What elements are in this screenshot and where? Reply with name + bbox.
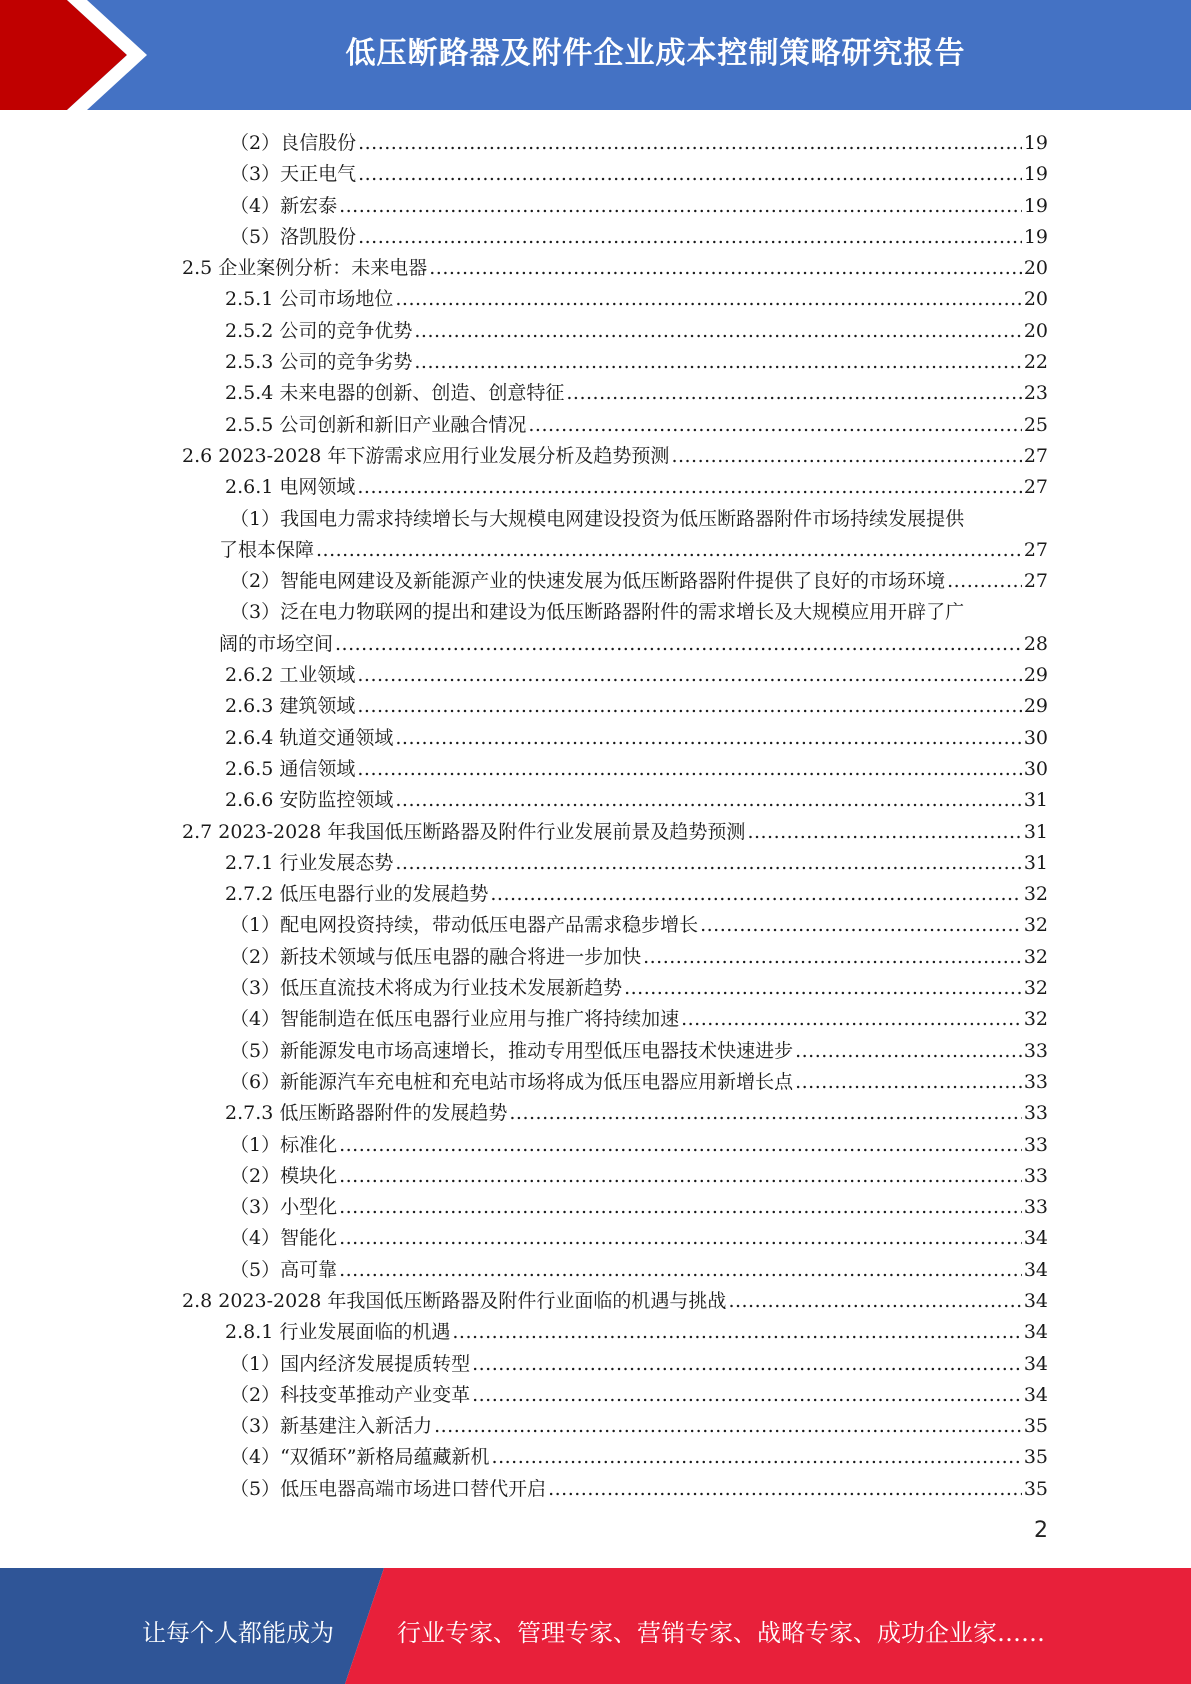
- toc-page-number: 19: [1023, 194, 1048, 217]
- toc-entry[interactable]: [182, 1067, 1048, 1098]
- header-banner: [0, 0, 1191, 110]
- toc-entry[interactable]: [182, 942, 1048, 973]
- toc-entry-text: 2.7.3 低压断路器附件的发展趋势: [225, 1102, 508, 1125]
- toc-entry-text: 2.6.2 工业领域: [225, 664, 356, 687]
- toc-dot-leader: [490, 879, 1021, 910]
- toc-entry[interactable]: [182, 973, 1048, 1004]
- toc-page-number: 29: [1023, 664, 1048, 687]
- toc-dot-leader: [339, 1255, 1022, 1286]
- toc-entry-text: （1）我国电力需求持续增长与大规模电网建设投资为低压断路器附件市场持续发展提供: [230, 507, 965, 530]
- toc-entry-text: （1）标准化: [230, 1133, 338, 1156]
- toc-dot-leader: [528, 410, 1021, 441]
- toc-entry-text: 2.6.5 通信领域: [225, 757, 356, 780]
- toc-entry-text: （4）“双循环”新格局蕴藏新机: [230, 1446, 490, 1469]
- toc-entry-text: （2）新技术领域与低压电器的融合将进一步加快: [230, 945, 642, 968]
- toc-entry[interactable]: [182, 1255, 1048, 1286]
- toc-entry-text: （2）良信股份: [230, 132, 357, 154]
- toc-entry[interactable]: [182, 1130, 1048, 1161]
- toc-page-number: 32: [1023, 945, 1048, 968]
- toc-page-number: 33: [1023, 1196, 1048, 1219]
- toc-page-number: 35: [1023, 1477, 1048, 1500]
- toc-entry-text: （2）模块化: [230, 1164, 338, 1187]
- toc-entry[interactable]: [182, 222, 1048, 253]
- toc-entry[interactable]: [182, 1442, 1048, 1473]
- toc-page-number: 33: [1023, 1164, 1048, 1187]
- toc-entry[interactable]: [182, 159, 1048, 190]
- toc-entry-text: （6）新能源汽车充电桩和充电站市场将成为低压电器应用新增长点: [230, 1070, 794, 1093]
- toc-dot-leader: [700, 910, 1022, 941]
- toc-entry[interactable]: [182, 1317, 1048, 1348]
- toc-dot-leader: [339, 1130, 1022, 1161]
- toc-page-number: 34: [1023, 1352, 1048, 1375]
- toc-entry-text: 2.6 2023-2028 年下游需求应用行业发展分析及趋势预测: [182, 444, 670, 467]
- toc-entry-text: （3）低压直流技术将成为行业技术发展新趋势: [230, 977, 623, 1000]
- toc-entry-text: （3）新基建注入新活力: [230, 1415, 433, 1438]
- toc-entry[interactable]: [182, 848, 1048, 879]
- toc-entry[interactable]: [182, 410, 1048, 441]
- toc-entry[interactable]: [182, 910, 1048, 941]
- toc-entry[interactable]: [182, 1192, 1048, 1223]
- toc-entry-text: （5）低压电器高端市场进口替代开启: [230, 1477, 547, 1500]
- toc-page-number: 31: [1023, 789, 1048, 812]
- toc-entry[interactable]: [182, 785, 1048, 816]
- toc-entry[interactable]: [182, 128, 1048, 159]
- toc-dot-leader: [339, 1223, 1022, 1254]
- document-title: 低压断路器及附件企业成本控制策略研究报告: [345, 36, 966, 71]
- toc-page-number: 34: [1023, 1258, 1048, 1281]
- toc-dot-leader: [357, 660, 1021, 691]
- toc-entry-text: （4）智能制造在低压电器行业应用与推广将持续加速: [230, 1008, 680, 1031]
- toc-page-number: 19: [1023, 225, 1048, 248]
- toc-dot-leader: [335, 629, 1022, 660]
- toc-dot-leader: [339, 1192, 1022, 1223]
- toc-dot-leader: [434, 1411, 1022, 1442]
- toc-entry-text: 2.8 2023-2028 年我国低压断路器及附件行业面临的机遇与挑战: [182, 1289, 727, 1312]
- toc-dot-leader: [395, 785, 1021, 816]
- toc-entry-text: （5）高可靠: [230, 1258, 338, 1281]
- toc-dot-leader: [358, 159, 1022, 190]
- toc-entry-text: 2.8.1 行业发展面临的机遇: [225, 1321, 451, 1344]
- toc-entry-text: （1）国内经济发展提质转型: [230, 1352, 471, 1375]
- toc-dot-leader: [339, 1161, 1022, 1192]
- toc-dot-leader: [358, 222, 1022, 253]
- toc-entry[interactable]: [182, 472, 1048, 503]
- toc-page-number: 34: [1023, 1321, 1048, 1344]
- toc-dot-leader: [358, 128, 1022, 159]
- toc-entry-text: （4）新宏泰: [230, 194, 338, 217]
- toc-page-number: 28: [1023, 632, 1048, 655]
- toc-page-number: 30: [1023, 757, 1048, 780]
- toc-entry[interactable]: [182, 191, 1048, 222]
- toc-entry[interactable]: [182, 691, 1048, 722]
- toc-entry[interactable]: [182, 597, 1048, 660]
- toc-entry-text: （4）智能化: [230, 1227, 338, 1250]
- toc-dot-leader: [624, 973, 1022, 1004]
- toc-page-number: 20: [1023, 288, 1048, 311]
- toc-dot-leader: [395, 723, 1021, 754]
- toc-dot-leader: [509, 1098, 1021, 1129]
- toc-page-number: 29: [1023, 695, 1048, 718]
- toc-entry[interactable]: [182, 347, 1048, 378]
- toc-page-number: 27: [1023, 476, 1048, 499]
- toc-entry-text: 2.5.1 公司市场地位: [225, 288, 394, 311]
- toc-dot-leader: [492, 1442, 1022, 1473]
- toc-entry-text: 2.6.4 轨道交通领域: [225, 726, 394, 749]
- toc-page-number: 19: [1023, 132, 1048, 154]
- table-of-contents: [182, 128, 1048, 1505]
- toc-entry-text: 2.7.2 低压电器行业的发展趋势: [225, 883, 489, 906]
- toc-page-number: 32: [1023, 914, 1048, 937]
- toc-dot-leader: [681, 1004, 1022, 1035]
- toc-page-number: 23: [1023, 382, 1048, 405]
- toc-entry-text: （2）科技变革推动产业变革: [230, 1383, 471, 1406]
- toc-dot-leader: [414, 316, 1021, 347]
- toc-entry[interactable]: [182, 1349, 1048, 1380]
- toc-entry-text: 2.5.3 公司的竞争劣势: [225, 351, 413, 374]
- toc-entry-text: 2.7.1 行业发展态势: [225, 851, 394, 874]
- toc-dot-leader: [472, 1349, 1022, 1380]
- toc-entry-text: （5）新能源发电市场高速增长，推动专用型低压电器技术快速进步: [230, 1039, 794, 1062]
- toc-page-number: 27: [1023, 570, 1048, 593]
- toc-dot-leader: [747, 817, 1021, 848]
- toc-entry-text: （2）智能电网建设及新能源产业的快速发展为低压断路器附件提供了良好的市场环境: [230, 570, 946, 593]
- toc-dot-leader: [339, 191, 1022, 222]
- footer-slogan-right: 行业专家、管理专家、营销专家、战略专家、成功企业家……: [397, 1619, 1045, 1647]
- toc-entry[interactable]: [182, 1411, 1048, 1442]
- toc-entry[interactable]: [182, 1036, 1048, 1067]
- toc-entry-text: 2.5.4 未来电器的创新、创造、创意特征: [225, 382, 565, 405]
- toc-entry-text: 2.7 2023-2028 年我国低压断路器及附件行业发展前景及趋势预测: [182, 820, 746, 843]
- toc-entry-text: 2.6.3 建筑领域: [225, 695, 356, 718]
- toc-dot-leader: [452, 1317, 1021, 1348]
- toc-entry-text: （3）天正电气: [230, 163, 357, 186]
- toc-page-number: 20: [1023, 319, 1048, 342]
- toc-dot-leader: [357, 472, 1021, 503]
- footer-slogan-left: 让每个人都能成为: [142, 1619, 334, 1647]
- toc-dot-leader: [643, 942, 1022, 973]
- toc-entry[interactable]: [182, 1380, 1048, 1411]
- toc-entry-text: 2.6.6 安防监控领域: [225, 789, 394, 812]
- toc-entry-text: 2.5 企业案例分析：未来电器: [182, 257, 428, 280]
- toc-entry[interactable]: [182, 1286, 1048, 1317]
- toc-dot-leader: [395, 848, 1021, 879]
- toc-page-number: 22: [1023, 351, 1048, 374]
- toc-entry[interactable]: [182, 1223, 1048, 1254]
- toc-entry-text: （5）洛凯股份: [230, 225, 357, 248]
- toc-entry[interactable]: [182, 879, 1048, 910]
- toc-entry-text-continuation: 阔的市场空间: [219, 632, 334, 655]
- toc-entry[interactable]: [182, 723, 1048, 754]
- toc-page-number: 35: [1023, 1446, 1048, 1469]
- toc-dot-leader: [357, 754, 1021, 785]
- toc-page-number: 35: [1023, 1415, 1048, 1438]
- toc-page-number: 33: [1023, 1102, 1048, 1125]
- toc-page-number: 19: [1023, 163, 1048, 186]
- toc-page-number: 32: [1023, 883, 1048, 906]
- toc-page-number: 34: [1023, 1289, 1048, 1312]
- toc-entry-text: （3）小型化: [230, 1196, 338, 1219]
- toc-entry[interactable]: [182, 284, 1048, 315]
- page-number: 2: [1034, 1518, 1048, 1543]
- toc-entry[interactable]: [182, 378, 1048, 409]
- toc-entry-text-continuation: 了根本保障: [219, 538, 315, 561]
- toc-entry[interactable]: [182, 1474, 1048, 1505]
- toc-dot-leader: [472, 1380, 1022, 1411]
- toc-page-number: 33: [1023, 1039, 1048, 1062]
- toc-dot-leader: [671, 441, 1021, 472]
- toc-entry[interactable]: [182, 754, 1048, 785]
- toc-page-number: 30: [1023, 726, 1048, 749]
- toc-dot-leader: [316, 535, 1022, 566]
- toc-entry[interactable]: [182, 253, 1048, 284]
- toc-page-number: 34: [1023, 1227, 1048, 1250]
- toc-dot-leader: [414, 347, 1021, 378]
- toc-entry[interactable]: [182, 316, 1048, 347]
- toc-dot-leader: [795, 1036, 1022, 1067]
- toc-page-number: 31: [1023, 851, 1048, 874]
- toc-entry[interactable]: [182, 1098, 1048, 1129]
- toc-entry[interactable]: [182, 660, 1048, 691]
- toc-page-number: 32: [1023, 977, 1048, 1000]
- toc-page-number: 34: [1023, 1383, 1048, 1406]
- toc-dot-leader: [795, 1067, 1022, 1098]
- toc-page-number: 25: [1023, 413, 1048, 436]
- toc-entry-text: 2.6.1 电网领域: [225, 476, 356, 499]
- toc-entry-text: 2.5.2 公司的竞争优势: [225, 319, 413, 342]
- toc-entry[interactable]: [182, 817, 1048, 848]
- toc-entry[interactable]: [182, 566, 1048, 597]
- toc-dot-leader: [728, 1286, 1021, 1317]
- toc-dot-leader: [566, 378, 1021, 409]
- toc-page-number: 33: [1023, 1133, 1048, 1156]
- toc-dot-leader: [548, 1474, 1022, 1505]
- toc-entry-text: 2.5.5 公司创新和新旧产业融合情况: [225, 413, 527, 436]
- toc-dot-leader: [395, 284, 1021, 315]
- toc-entry-text: （1）配电网投资持续，带动低压电器产品需求稳步增长: [230, 914, 699, 937]
- toc-entry-text: （3）泛在电力物联网的提出和建设为低压断路器附件的需求增长及大规模应用开辟了广: [230, 601, 965, 624]
- toc-entry[interactable]: [182, 441, 1048, 472]
- toc-entry[interactable]: [182, 504, 1048, 567]
- toc-dot-leader: [947, 566, 1022, 597]
- toc-dot-leader: [429, 253, 1022, 284]
- toc-page-number: 32: [1023, 1008, 1048, 1031]
- toc-page-number: 20: [1023, 257, 1048, 280]
- toc-entry[interactable]: [182, 1004, 1048, 1035]
- toc-page-number: 31: [1023, 820, 1048, 843]
- toc-page-number: 27: [1023, 444, 1048, 467]
- toc-page-number: 27: [1023, 538, 1048, 561]
- toc-page-number: 33: [1023, 1070, 1048, 1093]
- toc-dot-leader: [357, 691, 1021, 722]
- toc-entry[interactable]: [182, 1161, 1048, 1192]
